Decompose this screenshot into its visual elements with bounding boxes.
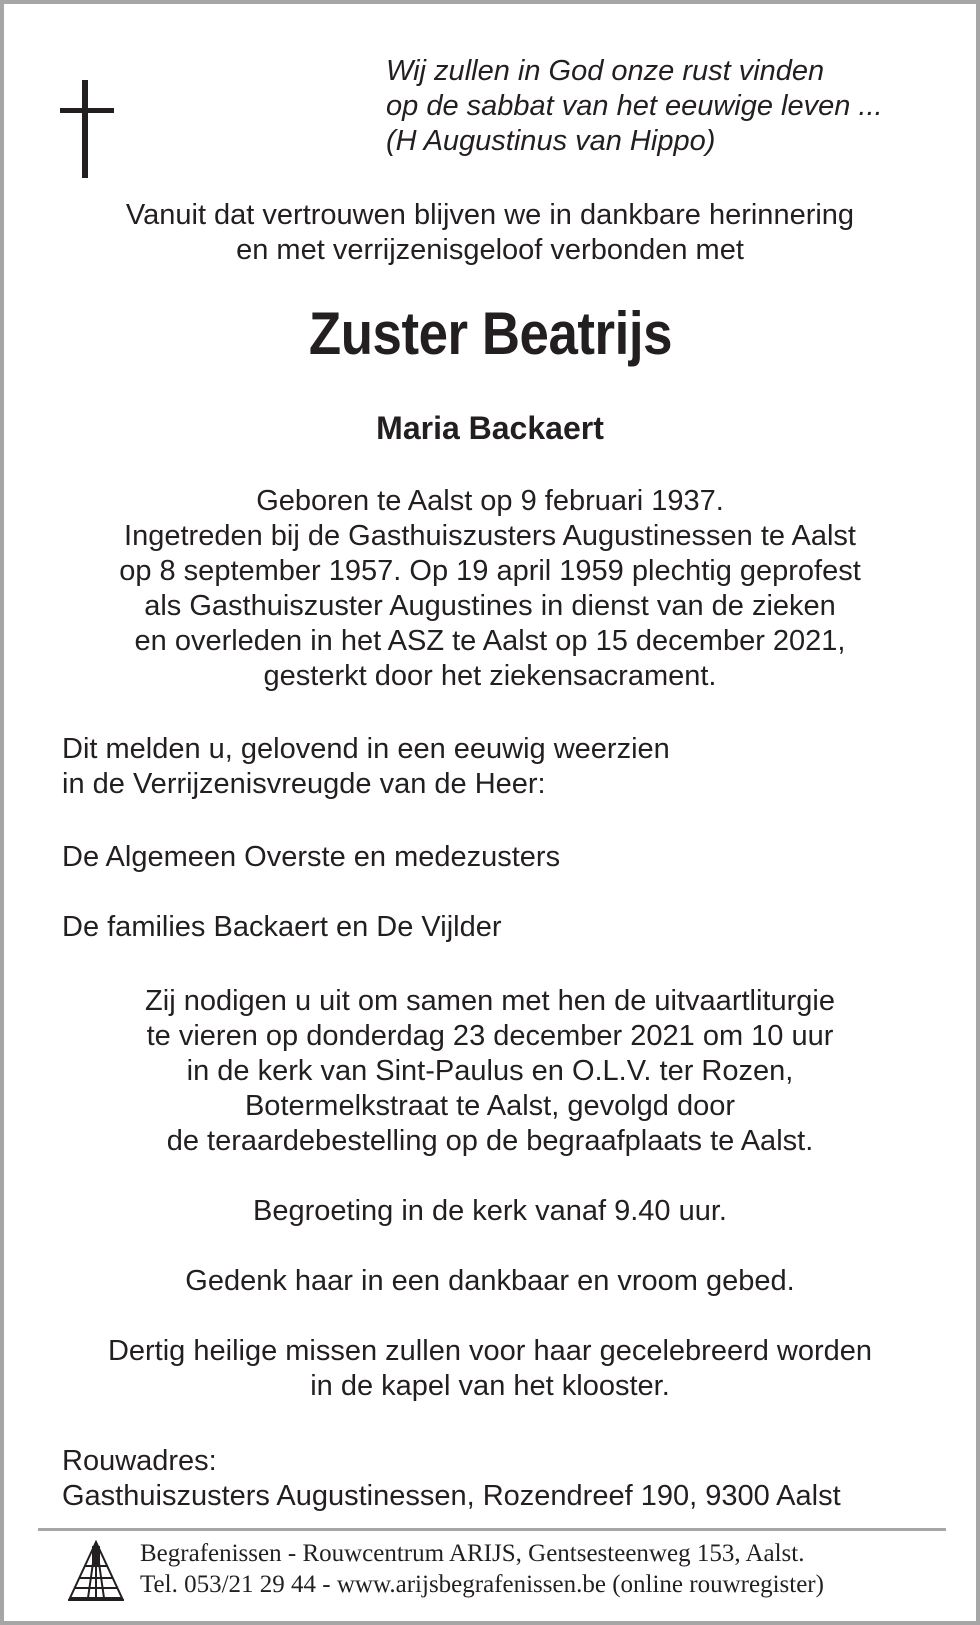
greeting-time: Begroeting in de kerk vanaf 9.40 uur. (253, 1195, 727, 1227)
biography-line: gesterkt door het ziekensacrament. (263, 660, 717, 692)
undertaker-info (140, 1538, 824, 1600)
civil-name: Maria Backaert (376, 410, 604, 446)
biography-line: Ingetreden bij de Gasthuiszusters Augustinessen te Aalst (124, 520, 856, 552)
masses-line: in de kapel van het klooster. (310, 1370, 670, 1402)
funeral-invitation (4, 984, 976, 1159)
invitation-line: Botermelkstraat te Aalst, gevolgd door (244, 1090, 736, 1122)
funeral-home-logo-icon (66, 1540, 126, 1602)
prayer-request: Gedenk haar in een dankbaar en vroom gebed. (185, 1265, 795, 1297)
intro-line: en met verrijzenisgeloof verbonden met (236, 234, 744, 266)
intro-line: Vanuit dat vertrouwen blijven we in dankbare herinnering (125, 199, 855, 231)
masses-notice (4, 1334, 976, 1404)
mourning-address (62, 1444, 841, 1514)
announcement-line: Dit melden u, gelovend in een eeuwig weerzien (62, 733, 670, 765)
invitation-line: Zij nodigen u uit om samen met hen de uitvaartliturgie (145, 985, 835, 1017)
biography-line: Geboren te Aalst op 9 februari 1937. (256, 485, 724, 517)
address-value: Gasthuiszusters Augustinessen, Rozendreef 190, 9300 Aalst (62, 1480, 841, 1512)
undertaker-contact: Tel. 053/21 29 44 - www.arijsbegrafenissen.be (online rouwregister) (140, 1571, 824, 1598)
biography-line: op 8 september 1957. Op 19 april 1959 plechtig geprofest (119, 555, 861, 587)
quote-line: op de sabbat van het eeuwige leven ... (386, 90, 883, 122)
masses-line: Dertig heilige missen zullen voor haar gecelebreerd worden (107, 1335, 873, 1367)
biography-line: als Gasthuiszuster Augustines in dienst van de zieken (144, 590, 836, 622)
mourners-families: De families Backaert en De Vijlder (62, 911, 502, 943)
announcement-line: in de Verrijzenisvreugde van de Heer: (62, 768, 546, 800)
invitation-line: in de kerk van Sint-Paulus en O.L.V. ter Rozen, (186, 1055, 794, 1087)
announcement (62, 732, 670, 802)
footer-divider (38, 1528, 946, 1531)
intro-text (4, 198, 976, 268)
religious-name: Zuster Beatrijs (308, 300, 673, 367)
biography-line: en overleden in het ASZ te Aalst op 15 december 2021, (134, 625, 846, 657)
quote-line: Wij zullen in God onze rust vinden (386, 55, 825, 87)
biography (4, 484, 976, 694)
quote-source: (H Augustinus van Hippo) (386, 125, 716, 157)
invitation-line: de teraardebestelling op de begraafplaats te Aalst. (166, 1125, 814, 1157)
invitation-line: te vieren op donderdag 23 december 2021 om 10 uur (146, 1020, 834, 1052)
bible-quote (386, 54, 966, 159)
address-label: Rouwadres: (62, 1445, 217, 1477)
undertaker-address: Begrafenissen - Rouwcentrum ARIJS, Gentsesteenweg 153, Aalst. (140, 1540, 805, 1567)
mourners-order: De Algemeen Overste en medezusters (62, 841, 561, 873)
cross-icon (60, 80, 118, 178)
